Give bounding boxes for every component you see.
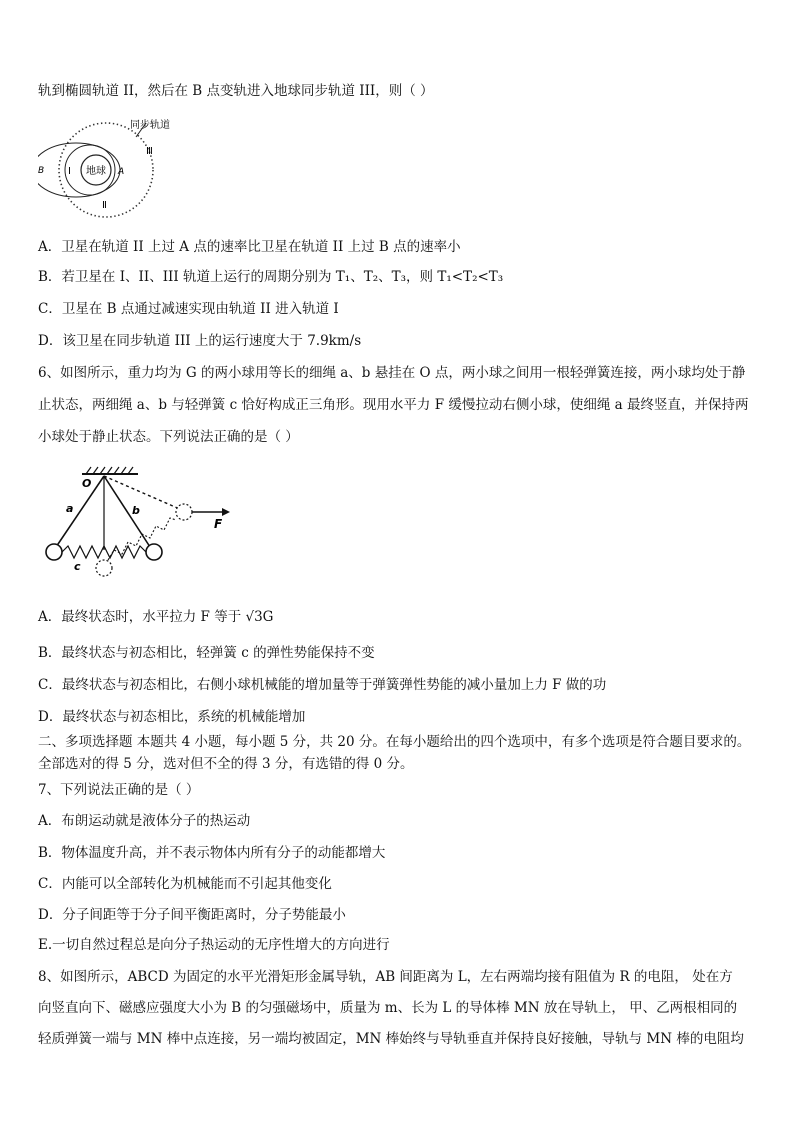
string-a [54, 476, 104, 550]
q7-option-b: B．物体温度升高，并不表示物体内所有分子的动能都增大 [38, 845, 386, 861]
force-F-label: F [214, 517, 223, 531]
q8-stem-line-2: 向竖直向下、磁感应强度大小为 B 的匀强磁场中，质量为 m、长为 L 的导体棒 MN 放在导轨上， 甲、乙两根相同的 [38, 1000, 738, 1016]
q6-stem-line-3: 小球处于静止状态。下列说法正确的是（ ） [38, 429, 299, 445]
left-ball-final [96, 560, 112, 576]
section2-heading-line-2: 全部选对的得 5 分，选对但不全的得 3 分，有选错的得 0 分。 [38, 756, 414, 772]
q5-stem-tail: 轨到椭圆轨道 II，然后在 B 点变轨进入地球同步轨道 III，则（ ） [38, 83, 434, 99]
earth-label: 地球 [86, 166, 106, 177]
q6-option-a: A．最终状态时，水平拉力 F 等于 √3G [38, 609, 274, 625]
ceiling-hatch [86, 467, 133, 474]
point-A-label: A [118, 167, 125, 177]
q8-stem-line-3: 轻质弹簧一端与 MN 棒中点连接，另一端均被固定，MN 棒始终与导轨垂直并保持良好接触，导轨与 MN 棒的电阻均 [38, 1031, 744, 1047]
q5-option-a: A．卫星在轨道 II 上过 A 点的速率比卫星在轨道 II 上过 B 点的速率小 [38, 239, 461, 255]
orbit-figure [38, 112, 198, 224]
q7-option-e: E.一切自然过程总是向分子热运动的无序性增大的方向进行 [38, 937, 390, 953]
orbit-III-label: Ⅲ [146, 146, 153, 157]
orbit-I-label: Ⅰ [68, 166, 71, 177]
string-b-label: b [132, 504, 140, 517]
q5-option-b: B．若卫星在 I、II、III 轨道上运行的周期分别为 T₁、T₂、T₃，则 T₁<T₂<T₃ [38, 269, 504, 285]
q5-option-d: D．该卫星在同步轨道 III 上的运行速度大于 7.9km/s [38, 333, 362, 349]
q6-option-b: B．最终状态与初态相比，轻弹簧 c 的弹性势能保持不变 [38, 645, 375, 661]
right-ball-final [176, 504, 192, 520]
q5-option-c: C．卫星在 B 点通过减速实现由轨道 II 进入轨道 I [38, 301, 339, 317]
q6-option-d: D．最终状态与初态相比，系统的机械能增加 [38, 709, 306, 725]
dashed-spring [108, 518, 176, 560]
q7-option-a: A．布朗运动就是液体分子的热运动 [38, 813, 251, 829]
q7-option-d: D．分子间距等于分子间平衡距离时，分子势能最小 [38, 907, 346, 923]
section2-heading-line-1: 二、多项选择题 本题共 4 小题，每小题 5 分，共 20 分。在每小题给出的四个选项中，有多个选项是符合题目要求的。 [38, 734, 751, 750]
point-B-label: B [38, 166, 45, 176]
q6-option-c: C．最终状态与初态相比，右侧小球机械能的增加量等于弹簧弹性势能的减小量加上力 F 做的功 [38, 677, 607, 693]
left-ball [46, 544, 62, 560]
point-O-label: O [82, 477, 92, 490]
q6-stem-line-1: 6、如图所示，重力均为 G 的两小球用等长的细绳 a、b 悬挂在 O 点，两小球之间用一根轻弹簧连接，两小球均处于静 [38, 365, 746, 381]
q7-stem: 7、下列说法正确的是（ ） [38, 782, 200, 798]
orbit-II-label: Ⅱ [102, 200, 107, 211]
q7-option-c: C．内能可以全部转化为机械能而不引起其他变化 [38, 876, 332, 892]
q8-stem-line-1: 8、如图所示，ABCD 为固定的水平光滑矩形金属导轨，AB 间距离为 L，左右两端均接有阻值为 R 的电阻， 处在方 [38, 969, 733, 985]
string-a-label: a [66, 502, 74, 515]
sync-orbit-label: 同步轨道 [130, 120, 170, 131]
right-ball [146, 544, 162, 560]
force-F-arrowhead [222, 508, 230, 516]
q6-stem-line-2: 止状态，两细绳 a、b 与轻弹簧 c 恰好构成正三角形。现用水平力 F 缓慢拉动右侧小球，使细绳 a 最终竖直，并保持两 [38, 397, 749, 413]
spring-c-label: c [74, 560, 81, 573]
spring-figure [38, 462, 238, 582]
